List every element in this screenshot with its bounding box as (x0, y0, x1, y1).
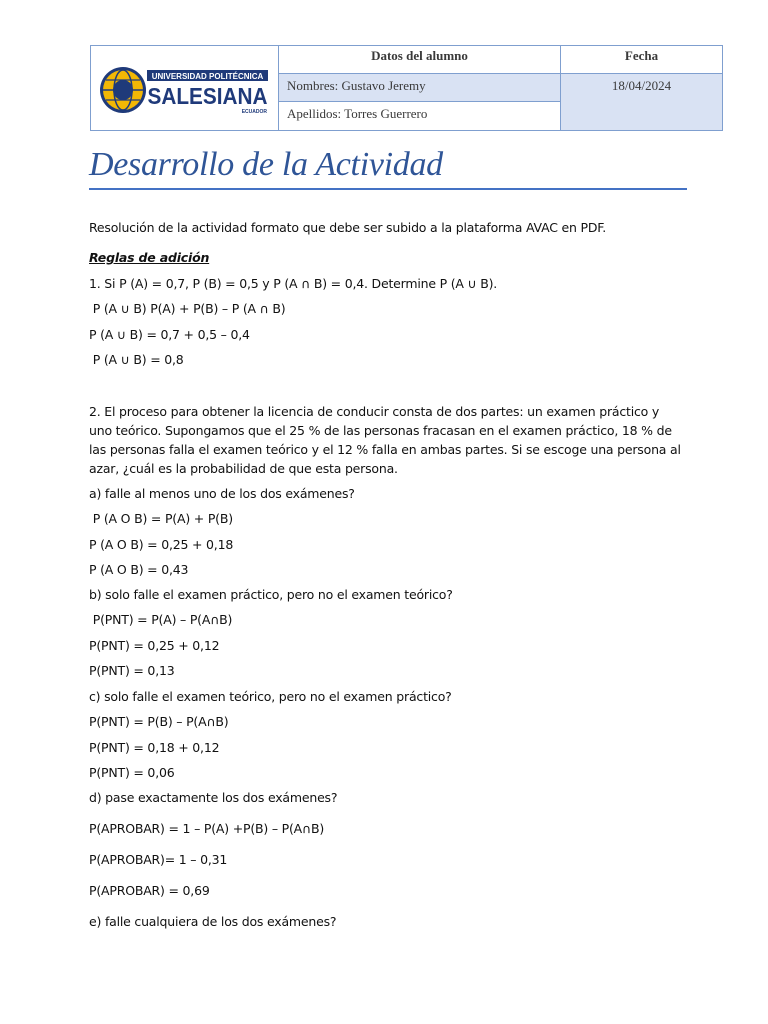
answer-d-step: P(APROBAR)= 1 – 0,31 (89, 852, 228, 867)
answer-a-step: P (A O B) = 0,25 + 0,18 (89, 537, 234, 552)
intro-text: Resolución de la actividad formato que debe ser subido a la plataforma AVAC en PDF. (89, 220, 607, 235)
university-logo (99, 64, 271, 116)
logo-line3: ECUADOR (241, 109, 267, 115)
nombres-field: Nombres: Gustavo Jeremy (279, 74, 561, 102)
section-heading: Reglas de adición (89, 250, 210, 265)
answer-b-result: P(PNT) = 0,13 (89, 663, 175, 678)
apellidos-field: Apellidos: Torres Guerrero (279, 102, 561, 130)
logo-line2: SALESIANA (147, 83, 268, 109)
answer-b-step: P(PNT) = 0,25 + 0,12 (89, 638, 220, 653)
student-info-table (90, 45, 723, 131)
answer-a-result: P (A O B) = 0,43 (89, 562, 189, 577)
answer-c-result: P(PNT) = 0,06 (89, 765, 175, 780)
question-d: d) pase exactamente los dos exámenes? (89, 790, 338, 805)
logo-cell (91, 46, 279, 130)
page-title: Desarrollo de la Actividad (89, 146, 443, 183)
question-b: b) solo falle el examen práctico, pero no el examen teórico? (89, 587, 453, 602)
question-c: c) solo falle el examen teórico, pero no el examen práctico? (89, 689, 452, 704)
datos-alumno-header: Datos del alumno (279, 46, 561, 74)
question-e: e) falle cualquiera de los dos exámenes? (89, 914, 337, 929)
problem1-statement: 1. Si P (A) = 0,7, P (B) = 0,5 y P (A ∩ B) = 0,4. Determine P (A ∪ B). (89, 276, 498, 291)
answer-a-step: P (A O B) = P(A) + P(B) (89, 511, 233, 526)
problem1-result: P (A ∪ B) = 0,8 (89, 352, 184, 367)
fecha-value: 18/04/2024 (561, 74, 722, 130)
problem2-statement: 2. El proceso para obtener la licencia de conducir consta de dos partes: un examen práctico y uno teórico. Supongamos que el 25 % de las personas fracasan en el examen práctico, 18 % de las personas falla el examen teórico y el 12 % falla en ambas partes. Si se escoge una persona al azar, ¿cuál es la probabilidad de que esta persona. (89, 404, 681, 476)
fecha-header: Fecha (561, 46, 722, 74)
question-a: a) falle al menos uno de los dos exámenes? (89, 486, 355, 501)
answer-c-step: P(PNT) = P(B) – P(A∩B) (89, 714, 229, 729)
problem1-step: P (A ∪ B) = 0,7 + 0,5 – 0,4 (89, 327, 250, 342)
answer-d-step: P(APROBAR) = 1 – P(A) +P(B) – P(A∩B) (89, 821, 325, 836)
answer-d-result: P(APROBAR) = 0,69 (89, 883, 210, 898)
problem1-step: P (A ∪ B) P(A) + P(B) – P (A ∩ B) (89, 301, 286, 316)
logo-line1: UNIVERSIDAD POLITÉCNICA (151, 72, 264, 81)
answer-b-step: P(PNT) = P(A) – P(A∩B) (89, 612, 233, 627)
answer-c-step: P(PNT) = 0,18 + 0,12 (89, 740, 220, 755)
title-divider (89, 188, 687, 190)
